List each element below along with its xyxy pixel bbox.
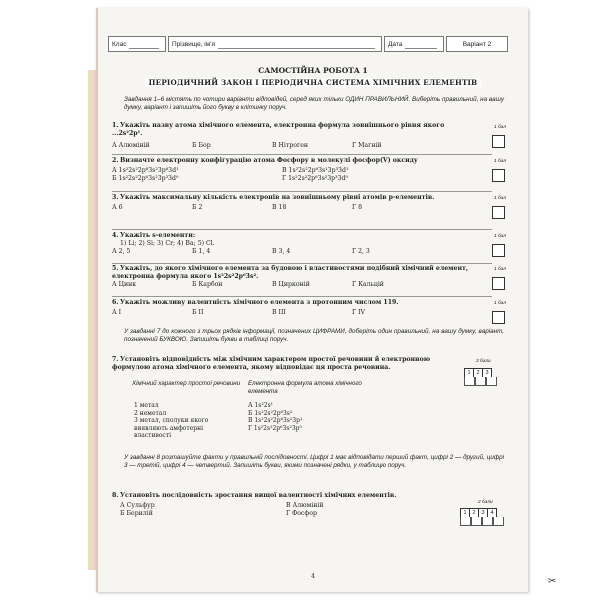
work-subtitle: ПЕРІОДИЧНИЙ ЗАКОН І ПЕРІОДИЧНА СИСТЕМА ХІМІЧНИХ ЕЛЕМЕНТІВ <box>98 78 528 87</box>
option: В Нітроген <box>272 142 309 149</box>
q7-left-header: Хімічний характер простої речовини <box>132 380 241 387</box>
option: А Цинк <box>112 281 137 288</box>
option: В III <box>272 309 286 316</box>
score-label: 1 бал <box>494 125 507 130</box>
option: А 6 <box>112 204 123 211</box>
answer-box-1[interactable] <box>492 135 505 148</box>
option: А 2, 5 <box>112 248 131 255</box>
option: Г Фосфор <box>286 510 317 517</box>
score-label: 1 бал <box>494 159 507 164</box>
option: В Цирконій <box>272 281 310 288</box>
question-4: 4. Укажіть s-елементи: 1) Li; 2) Si; 3) Cr; 4) Ba; 5) Cl. А 2, 5 Б 1, 4 В 3, 4 Г 2, 3 <box>112 232 472 256</box>
q7-right-list <box>248 402 378 432</box>
option: Б II <box>192 309 204 316</box>
answer-box-3[interactable] <box>492 206 505 219</box>
answer-box-2[interactable] <box>492 169 505 182</box>
question-8: 8. Установіть послідовність зростання вищої валентності хімічних елементів. А Сульфур В Алюміній Б Берилій Г Фосфор <box>112 492 452 518</box>
date-field[interactable] <box>384 36 444 52</box>
instruction-task-7: У завданні 7 до кожного з трьох рядків інформації, позначених ЦИФРАМИ, доберіть один правильний, на вашу думку, варіант, позначений БУКВОЮ. Запишіть букви в таблиці поруч. <box>124 328 504 343</box>
option: Б 1, 4 <box>192 248 211 255</box>
work-title: САМОСТІЙНА РОБОТА 1 <box>258 66 368 75</box>
option: Г Кальцій <box>352 281 384 288</box>
option: Г 2, 3 <box>352 248 370 255</box>
option: Б Бор <box>192 142 211 149</box>
option: А Сульфур <box>120 502 155 509</box>
q7-left-item: 3 метал, сполуки якого виявляють амфотерні властивості <box>134 417 209 440</box>
option: Г IV <box>352 309 365 316</box>
option: Г 8 <box>352 204 363 211</box>
variant-label: Варіант 2 <box>462 40 492 48</box>
name-label: Прізвище, ім'я <box>172 40 215 48</box>
answer-cells-7[interactable] <box>464 377 497 386</box>
name-field[interactable] <box>168 36 382 52</box>
q7-left-list <box>134 402 234 440</box>
score-label: 1 бал <box>494 301 507 306</box>
question-2: 2. Визначте електронну конфігурацію атома Фосфору в молекулі фосфор(V) оксиду А 1s²2s²2p⁶3s²3p⁶3d¹ В 1s²2s²2p⁶3s¹3p³3d¹ Б 1s²2s²2p⁶3s²3p³3d⁰ Г 1s²2s²2p⁶3s²3p³3d⁰ <box>112 157 472 183</box>
q7-left-item: 1 метал <box>134 402 159 409</box>
score-label: 1 бал <box>494 234 507 239</box>
option: Г Магній <box>352 142 382 149</box>
header-row <box>108 36 508 52</box>
answer-cells-8[interactable] <box>460 517 504 526</box>
option: Б Карбон <box>192 281 223 288</box>
score-label: 1 бал <box>494 196 507 201</box>
q7-left-item: 2 неметал <box>134 409 167 417</box>
scissors-icon: ✂ <box>548 576 557 587</box>
option: Г 1s²2s²2p⁶3s²3p³3d⁰ <box>282 175 348 182</box>
answer-grid-7[interactable]: 1 2 3 <box>464 368 492 378</box>
option: В 18 <box>272 204 287 211</box>
option: В 3, 4 <box>272 248 291 255</box>
q7-right-item: Г 1s²2s²2p⁶3s²3p⁵ <box>248 424 302 432</box>
score-label: 3 бали <box>476 359 491 364</box>
answer-box-6[interactable] <box>492 311 505 324</box>
variant-box <box>446 36 508 52</box>
question-5: 5. Укажіть, до якого хімічного елемента за будовою і властивостями подібний хімічний елемент, електронна формула якого 1s²2s²2p⁶3s². А Цинк Б Карбон В Цирконій Г Кальцій <box>112 265 468 288</box>
option: В 1s²2s²2p⁶3s¹3p³3d¹ <box>282 167 349 174</box>
answer-box-4[interactable] <box>492 244 505 257</box>
date-label: Дата <box>388 40 403 48</box>
option: Б 2 <box>192 204 203 211</box>
page-number: 4 <box>311 573 315 580</box>
option: Б Берилій <box>120 510 153 517</box>
q7-right-item: В 1s²2s²2p⁶3s²3p¹ <box>248 417 303 425</box>
question-6: 6. Укажіть можливу валентність хімічного елемента з протонним числом 119. А I Б II В III Г IV <box>112 299 472 317</box>
class-field[interactable] <box>108 36 166 52</box>
answer-box-5[interactable] <box>492 277 505 290</box>
page-edge <box>88 70 96 570</box>
score-label: 1 бал <box>494 267 507 272</box>
score-label: 2 бали <box>478 500 493 505</box>
question-3: 3. Укажіть максимальну кількість електронів на зовнішньому рівні атомів p-елементів. А 6 Б 2 В 18 Г 8 <box>112 194 435 211</box>
q7-right-item: Б 1s²2s²2p⁶3s² <box>248 409 293 417</box>
instruction-task-8: У завданні 8 розташуйте факти у правильній послідовності. Цифрі 1 має відповідати перший факт, цифрі 2 — другий, цифрі 3 — третій, цифрі 4 — четвертий. Запишіть букви, якими позначені рядки, у таблицю поруч. <box>124 454 504 469</box>
option: А Алюміній <box>112 142 150 149</box>
question-7: 7. Установіть відповідність між хімічним характером простої речовини й електронною формулою атома хімічного елемента, якому відповідає ця проста речовина. <box>112 356 431 371</box>
question-1: 1. Укажіть назву атома хімічного елемента, електронна формула зовнішнього рівня якого ...2s²2p¹. А Алюміній Б Бор В Нітроген Г Магній <box>112 122 445 149</box>
option: В Алюміній <box>286 502 324 509</box>
answer-grid-8[interactable]: 1 2 3 4 <box>460 508 497 518</box>
q7-right-item: А 1s²2s¹ <box>248 402 274 409</box>
option: Б 1s²2s²2p⁶3s²3p³3d⁰ <box>112 175 179 182</box>
q7-right-header: Електронна формула атома хімічного елемента <box>248 380 362 395</box>
option: А I <box>112 309 122 316</box>
instruction-tasks-1-6: Завдання 1–6 містять по чотири варіанти відповідей, серед яких тільки ОДИН ПРАВИЛЬНИЙ. Виберіть правильний, на вашу думку, варіант і запишіть його букву в клітинку поруч. <box>124 96 504 111</box>
option: А 1s²2s²2p⁶3s²3p⁶3d¹ <box>112 167 179 174</box>
class-label: Клас <box>112 40 127 48</box>
worksheet-page <box>96 8 528 592</box>
